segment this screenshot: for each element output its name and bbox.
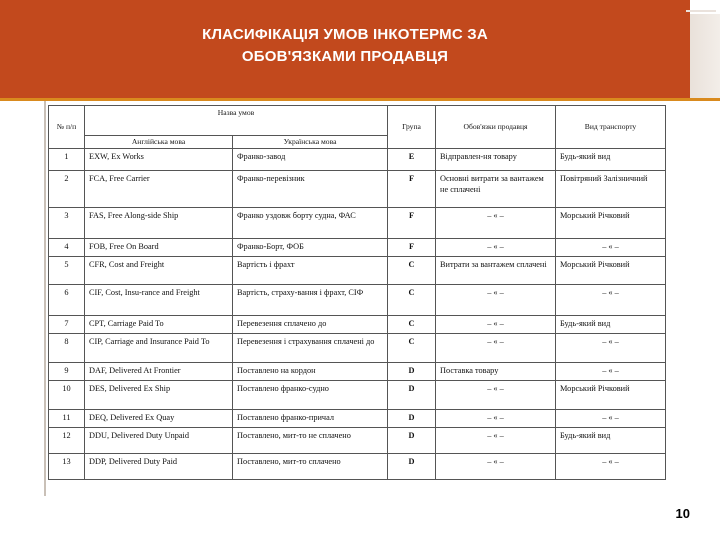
banner-edge-line [686,10,716,12]
table-row: 1 EXW, Ex Works Франко-завод E Відправлен-ня товару Будь-який вид [49,149,666,171]
table-row: 11 DEQ, Delivered Ex Quay Поставлено франко-причал D – « – – « – [49,410,666,428]
header-seller-obligations: Обов'язки продавця [436,106,556,149]
header-group: Група [388,106,436,149]
table-row: 13 DDP, Delivered Duty Paid Поставлено, мит-то сплачено D – « – – « – [49,454,666,480]
incoterms-table [48,105,666,480]
table-row: 4 FOB, Free On Board Франко-Борт, ФОБ F – « – – « – [49,239,666,257]
accent-divider [0,98,720,101]
table-body [49,149,666,480]
banner-side-strip [690,14,720,98]
header-transport: Вид транспорту [556,106,666,149]
slide-title [0,24,690,68]
header-number: № п/п [49,106,85,149]
header-english: Англійська мова [85,136,233,149]
header-term-name: Назва умов [85,106,388,136]
left-margin-rule [44,101,46,496]
table-row: 3 FAS, Free Along-side Ship Франко уздовж борту судна, ФАС F – « – Морський Річковий [49,208,666,239]
page-number: 10 [675,506,690,521]
table-row: 5 CFR, Cost and Freight Вартість і фрахт C Витрати за вантажем сплачені Морський Річковий [49,257,666,285]
table-row: 6 CIF, Cost, Insu-rance and Freight Вартість, страху-вання і фрахт, СІФ C – « – – « – [49,285,666,316]
table-row: 8 CIP, Carriage and Insurance Paid To Перевезення і страхування сплачені до C – « – – « – [49,334,666,363]
table-row: 9 DAF, Delivered At Frontier Поставлено на кордон D Поставка товару – « – [49,363,666,381]
table-row: 2 FCA, Free Carrier Франко-перевізник F Основні витрати за вантажем не сплачені Повітряний Залізничний [49,171,666,208]
slide-title-line-1: КЛАСИФІКАЦІЯ УМОВ ІНКОТЕРМС ЗА [202,26,488,43]
slide-title-line-2: ОБОВ'ЯЗКАМИ ПРОДАВЦЯ [241,48,449,65]
header-ukrainian: Українська мова [233,136,388,149]
table-row: 10 DES, Delivered Ex Ship Поставлено франко-судно D – « – Морський Річковий [49,381,666,410]
table-row: 7 CPT, Carriage Paid To Перевезення сплачено до C – « – Будь-який вид [49,316,666,334]
table-row: 12 DDU, Delivered Duty Unpaid Поставлено, мит-то не сплачено D – « – Будь-який вид [49,428,666,454]
